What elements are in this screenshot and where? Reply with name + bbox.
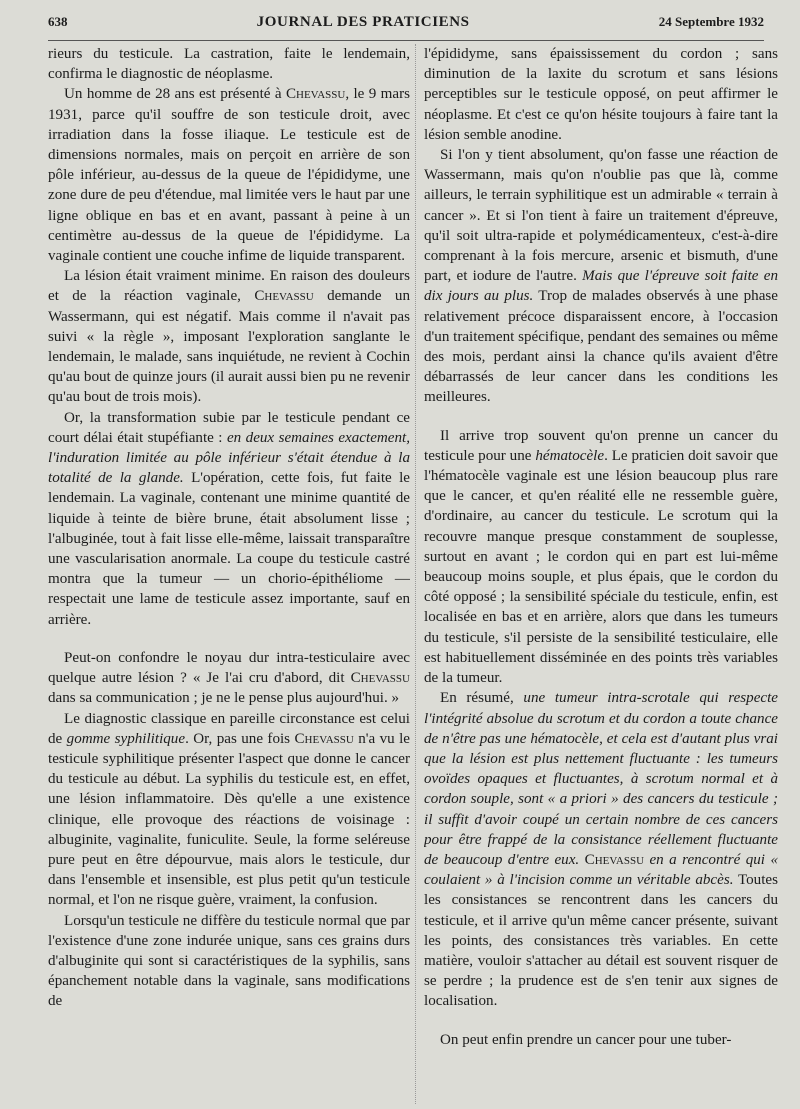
paragraph: l'épididyme, sans épaississement du cordon ; sans diminution de la laxite du scrotum et sans lésions perceptibles sur le testicule opposé, on peut affirmer le néoplasme. Et c'est ce qu'on hésite toujours à faire tant la lésion semble anodine. xyxy=(424,46,778,143)
text-run: Il arrive trop souvent qu'on prenne un cancer du testicule pour une xyxy=(424,427,778,464)
text-run: Toutes les consistances se rencontrent dans les cancers du testicule, et il arrive qu'un même cancer présente, suivant les points, des consistances très variables. En cette matière, vouloir s'attacher au détail est souvent risquer de se perdre ; la prudence est de s'en tenir aux signes de localisation. xyxy=(424,872,778,1010)
page-number: 638 xyxy=(48,14,68,29)
text-run: Trop de malades observés à une phase relativement précoce disparaissent encore, à l'occasion d'un traitement spécifique, pendant des semaines ou même des mois, perdant ainsi la chance qu'ils avaient d'être débarrassés de leur cancer dans les conditions les meilleures. xyxy=(424,288,778,406)
text-run: La lésion était vraiment minime. En raison des douleurs et de la réaction vaginale, xyxy=(48,268,410,305)
text-run: . Le praticien doit savoir que l'hématocèle vaginale est une lésion beaucoup plus rare que le cancer, et qu'en réalité elle ne ressemble guère, d'ordinaire, au cancer du testicule. Le scrotum qui la recouvre manque presque constamment de souplesse, surtout en avant ; le cordon qui en part est lui-même beaucoup moins souple, et plus épais, que le cordon du côté opposé ; la sensibilité spéciale du testicule, enfin, est localisée en bas et en arrière, alors que dans les tumeurs du testicule, s'il persiste de la sensibilité testiculaire, elle est habituellement disséminée en des points très variables de la tumeur. xyxy=(424,447,778,687)
paragraph xyxy=(48,84,410,266)
paragraph xyxy=(48,266,410,407)
author-name: Chevassu xyxy=(285,86,346,103)
author-name: Chevassu xyxy=(584,851,645,868)
paragraph-gap xyxy=(48,630,410,648)
text-run: Si l'on y tient absolument, qu'on fasse une réaction de Wassermann, mais qu'on n'oublie pas que là, comme ailleurs, le terrain syphilitique est un admirable « terrain à cancer ». Et si l'on tient à faire un traitement d'épreuve, qu'il soit ultra-rapide et polymédicamenteux, c'est-à-dire comprenant à la fois mercure, arsenic et bismuth, d'une part, et iodure de l'autre. xyxy=(424,147,778,285)
column-divider xyxy=(415,44,416,1104)
author-name: Chevassu xyxy=(254,288,314,305)
paragraph xyxy=(424,688,778,1011)
paragraph xyxy=(424,145,778,408)
issue-date: 24 Septembre 1932 xyxy=(658,14,764,29)
text-run: , le 9 mars 1931, parce qu'il souffre de son testicule droit, avec irradiation dans la fosse iliaque. Le testicule est de dimensions normales, mais on perçoit en arrière de son pôle inférieur, au-dessus de la queue de l'épididyme, une zone dure de peu d'étendue, mal limitée vers le haut par une ligne oblique en bas et en avant, passant à peine à un centimètre au-dessus de la queue de l'épididyme. La vaginale contient une couche infime de liquide transparent. xyxy=(48,86,410,265)
emphasis: Mais que l'épreuve soit faite en dix jours au plus. xyxy=(424,268,778,305)
text-run: En résumé, xyxy=(440,690,524,707)
emphasis: une tumeur intra-scrotale qui respecte l'intégrité absolue du scrotum et du cordon a toute chance de n'être pas une hématocèle, et cela est d'autant plus vrai que la lésion est plus nettement fluctuante : les tumeurs ovoïdes opaques et fluctuantes, à scrotum normal et à cordon souple, sont « a priori » des cancers du testicule ; il suffit d'avoir coupé un certain nombre de ces cancers pour être frappé de la consistance réellement fluctuante de beaucoup d'entre eux. xyxy=(424,690,778,868)
paragraph: rieurs du testicule. La castration, faite le lendemain, confirma le diagnostic de néoplasme. xyxy=(48,46,410,83)
page-header xyxy=(48,14,764,41)
paragraph: On peut enfin prendre un cancer pour une tuber- xyxy=(440,1031,732,1048)
text-run: n'a vu le testicule syphilitique présenter l'aspect que donne le cancer du testicule au début. La syphilis du testicule est, en effet, une lésion inflammatoire. Dès qu'elle a une existence clinique, elle provoque des réactions de voisinage : albuginite, vaginalite, funiculite. Seule, la forme seléreuse pure peut en être dépourvue, mais alors le testicule, dur dans l'ensemble et insensible, est plus petit qu'un testicule normal, et l'on ne risque guère, vraiment, la confusion. xyxy=(48,730,410,909)
text-run: Le diagnostic classique en pareille circonstance est celui de xyxy=(48,710,410,747)
text-run: Peut-on confondre le noyau dur intra-testiculaire avec quelque autre lésion ? « Je l'ai cru d'abord, dit xyxy=(48,649,410,687)
left-column xyxy=(48,44,410,1104)
text-run: dans sa communication ; je ne le pense plus aujourd'hui. » xyxy=(48,690,400,707)
text-run: Un homme de 28 ans est présenté à xyxy=(64,86,286,103)
paragraph xyxy=(424,426,778,689)
paragraph xyxy=(48,408,410,630)
emphasis: en a rencontré qui « coulaient » à l'incision comme un véritable abcès. xyxy=(424,851,778,889)
emphasis: en deux semaines exactement, l'induration limitée au pôle inférieur s'était étendue à la totalité de la glande. xyxy=(48,429,410,487)
emphasis: gomme syphilitique xyxy=(66,730,186,747)
text-run: . Or, pas une fois xyxy=(185,730,295,747)
right-column xyxy=(424,44,778,1104)
paragraph xyxy=(48,648,410,709)
text-run: Or, la transformation subie par le testicule pendant ce court délai était stupéfiante : xyxy=(48,409,410,446)
paragraph-gap xyxy=(424,408,778,426)
emphasis: hématocèle xyxy=(535,447,605,464)
author-name: Chevassu xyxy=(294,730,354,747)
text-run: L'opération, cette fois, fut faite le lendemain. La vaginale, contenant une minime quantité de liquide à teinte de bière brune, était absolument lisse ; l'albuginée, tout à fait lisse elle-même, laissait transparaître une vascularisation anormale. La coupe du testicule castré montra que la tumeur — un chorio-épithéliome — respectait une lame de testicule assez importante, sauf en arrière. xyxy=(48,470,410,628)
paragraph xyxy=(48,709,410,911)
paragraph-gap xyxy=(424,1012,778,1030)
text-run: demande un Wassermann, qui est négatif. Mais comme il n'avait pas suivi « la règle », imposant l'exploration sanglante le lendemain, le malade, sans inquiétude, ne revient à Cochin qu'au bout de quinze jours (il aurait aussi bien pu ne revenir qu'au bout de trois mois). xyxy=(48,288,410,406)
journal-title: JOURNAL DES PRATICIENS xyxy=(256,14,470,30)
author-name: Chevassu xyxy=(350,670,410,687)
paragraph: Lorsqu'un testicule ne diffère du testicule normal que par l'existence d'une zone indurée unique, sans ces grains durs d'albuginite qui sont si caractéristiques de la syphilis, sans épanchement notable dans la vaginale, sans modifications de xyxy=(48,912,410,1010)
